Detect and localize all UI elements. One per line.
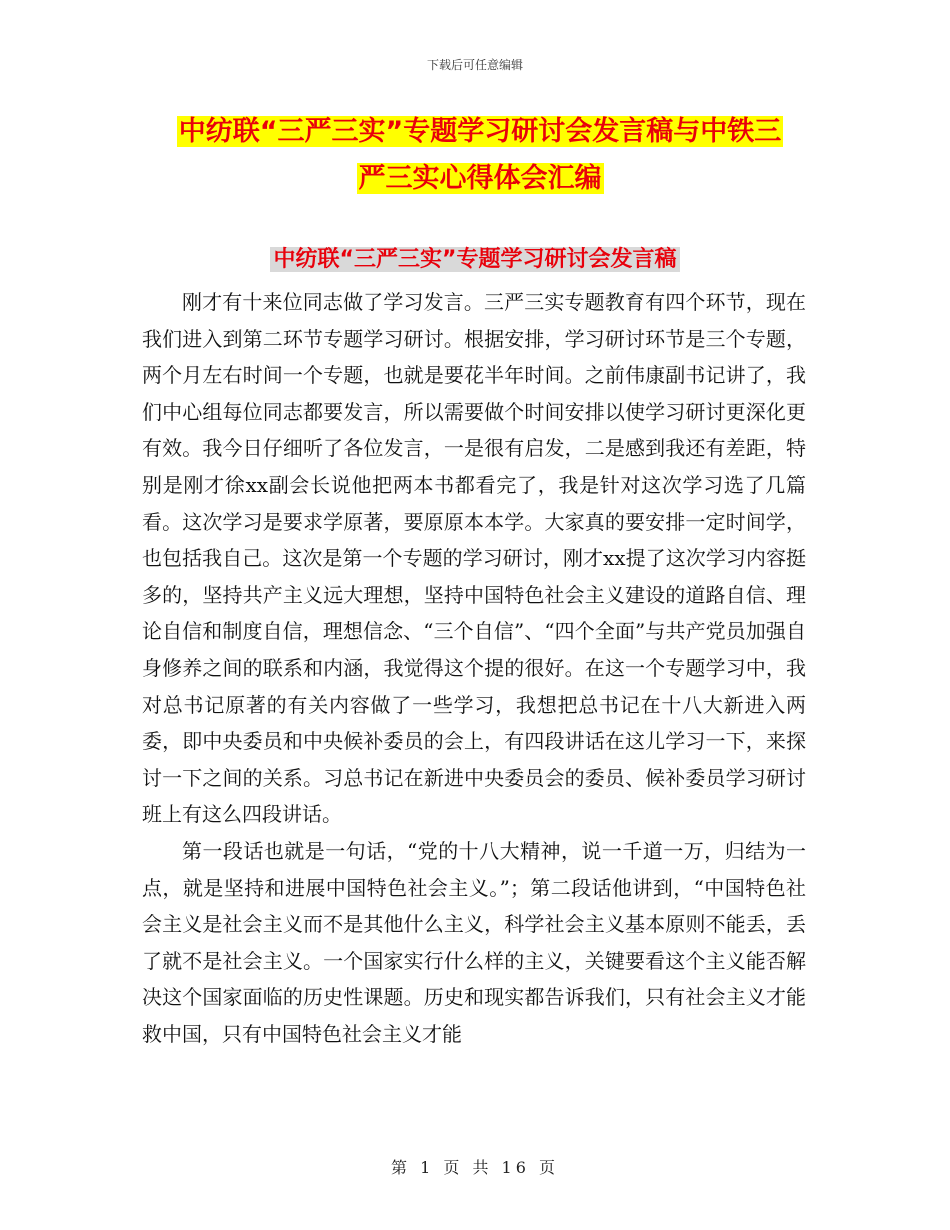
document-title [150, 108, 810, 202]
document-title-line2: 严三实心得体会汇编 [358, 163, 602, 194]
page-footer: 第 1 页 共 16 页 [391, 1158, 559, 1177]
body-paragraph-2: 第一段话也就是一句话，“党的十八大精神，说一千道一万，归结为一点，就是坚持和进展中国特色社会主义。”；第二段话他讲到，“中国特色社会主义是社会主义而不是其他什么主义，科学社会主义基本原则不能丢，丢了就不是社会主义。一个国家实行什么样的主义，关键要看这个主义能否解决这个国家面临的历史性课题。历史和现实都告诉我们，只有社会主义才能救中国，只有中国特色社会主义才能 [142, 838, 806, 1046]
document-title-line1: 中纺联“三严三实”专题学习研讨会发言稿与中铁三 [178, 116, 782, 147]
section-title [0, 243, 950, 277]
section-title-text: 中纺联“三严三实”专题学习研讨会发言稿 [270, 247, 681, 272]
document-body [142, 284, 806, 1052]
header-note: 下载后可任意编辑 [426, 58, 523, 72]
body-paragraph-1: 刚才有十来位同志做了学习发言。三严三实专题教育有四个环节，现在我们进入到第二环节专题学习研讨。根据安排，学习研讨环节是三个专题，两个月左右时间一个专题，也就是要花半年时间。之前伟康副书记讲了，我们中心组每位同志都要发言，所以需要做个时间安排以使学习研讨更深化更有效。我今日仔细听了各位发言，一是很有启发，二是感到我还有差距，特别是刚才徐xx副会长说他把两本书都看完了，我是针对这次学习选了几篇看。这次学习是要求学原著，要原原本本学。大家真的要安排一定时间学，也包括我自己。这次是第一个专题的学习研讨，刚才xx提了这次学习内容挺多的，坚持共产主义远大理想，坚持中国特色社会主义建设的道路自信、理论自信和制度自信，理想信念、“三个自信”、“四个全面”与共产党员加强自身修养之间的联系和内涵，我觉得这个提的很好。在这一个专题学习中，我对总书记原著的有关内容做了一些学习，我想把总书记在十八大新进入两委，即中央委员和中央候补委员的会上，有四段讲话在这儿学习一下，来探讨一下之间的关系。习总书记在新进中央委员会的委员、候补委员学习研讨班上有这么四段讲话。 [142, 290, 806, 827]
